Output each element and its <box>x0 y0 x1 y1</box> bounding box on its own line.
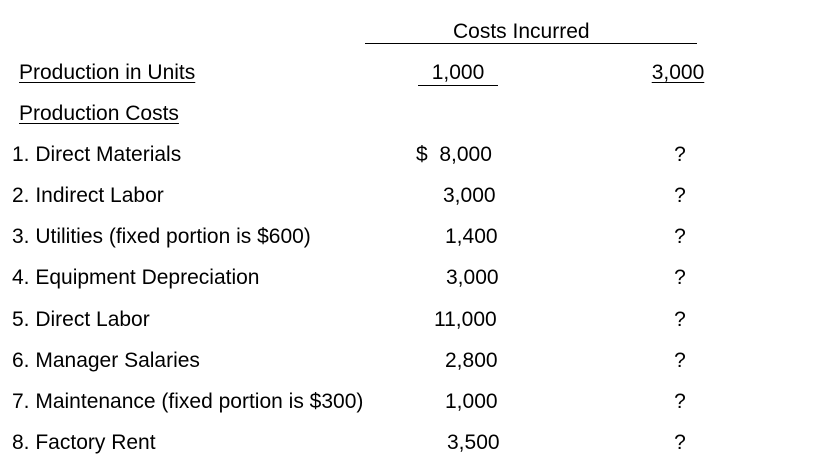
item-label: 7. Maintenance (fixed portion is $300) <box>12 390 364 413</box>
item-value: 3,500 <box>447 431 500 454</box>
costs-incurred-rule <box>365 43 697 44</box>
item-label: 3. Utilities (fixed portion is $600) <box>12 225 311 248</box>
production-units-col2: 3,000 <box>651 61 705 84</box>
item-label: 1. Direct Materials <box>12 143 182 166</box>
item-unknown: ? <box>674 266 686 289</box>
item-label: 8. Factory Rent <box>12 431 156 454</box>
item-value: 2,800 <box>445 349 498 372</box>
item-unknown: ? <box>674 308 686 331</box>
item-label: 2. Indirect Labor <box>12 184 164 207</box>
item-label: 6. Manager Salaries <box>12 349 200 372</box>
costs-incurred-heading: Costs Incurred <box>453 20 590 43</box>
item-value: 1,400 <box>445 225 498 248</box>
production-units-col1: 1,000 <box>431 61 485 84</box>
production-units-label: Production in Units <box>19 61 196 84</box>
item-unknown: ? <box>674 349 686 372</box>
production-costs-label: Production Costs <box>19 102 179 125</box>
item-unknown: ? <box>674 143 686 166</box>
item-unknown: ? <box>674 184 686 207</box>
item-unknown: ? <box>674 431 686 454</box>
item-label: 5. Direct Labor <box>12 308 150 331</box>
item-unknown: ? <box>674 390 686 413</box>
item-unknown: ? <box>674 225 686 248</box>
item-value: 3,000 <box>443 184 496 207</box>
item-label: 4. Equipment Depreciation <box>12 266 260 289</box>
item-value: 11,000 <box>434 308 497 331</box>
item-value: 3,000 <box>446 266 499 289</box>
col1-underline <box>418 85 498 86</box>
item-value: $ 8,000 <box>416 143 492 166</box>
item-value: 1,000 <box>445 390 498 413</box>
